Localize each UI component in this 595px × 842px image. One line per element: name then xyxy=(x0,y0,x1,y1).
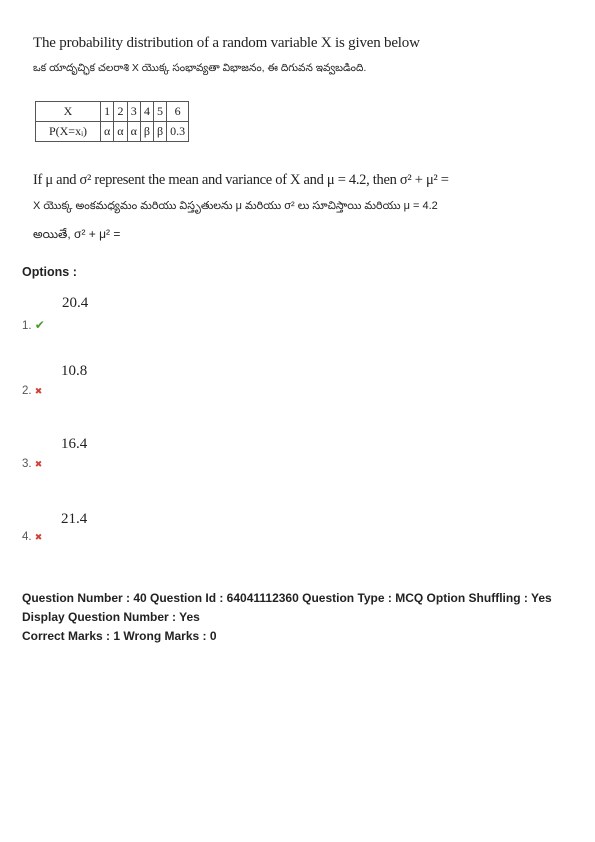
table-cell: α xyxy=(114,122,127,142)
option-number xyxy=(22,458,42,470)
table-cell: 2 xyxy=(114,102,127,122)
question-text-te-2: X యొక్క అంకమధ్యమం మరియు విస్తృతులను μ మరియు σ² లు సూచిస్తాయి మరియు μ = 4.2 xyxy=(33,200,438,212)
table-row xyxy=(36,122,189,142)
table-cell: 0.3 xyxy=(167,122,189,142)
option-number-label: 2. xyxy=(22,385,32,397)
table-cell: β xyxy=(140,122,153,142)
option-number xyxy=(22,385,42,397)
table-cell: 4 xyxy=(140,102,153,122)
question-meta-line: Question Number : 40 Question Id : 64041112360 Question Type : MCQ Option Shuffling : Yes xyxy=(22,591,552,605)
options-label: Options : xyxy=(22,265,77,279)
table-cell: 5 xyxy=(154,102,167,122)
option-number-label: 3. xyxy=(22,458,32,470)
table-cell: X xyxy=(36,102,101,122)
table-cell: α xyxy=(101,122,114,142)
option-value[interactable]: 16.4 xyxy=(61,436,88,452)
marks-info: Correct Marks : 1 Wrong Marks : 0 xyxy=(22,629,217,643)
table-cell: 6 xyxy=(167,102,189,122)
display-question-number: Display Question Number : Yes xyxy=(22,610,200,624)
question-text-te: ఒక యాదృచ్ఛిక చలరాశి X యొక్క సంభావ్యతా విభాజనం, ఈ దిగువన ఇవ్వబడింది. xyxy=(33,62,367,74)
cross-icon: ✖ xyxy=(34,386,43,396)
option-value[interactable]: 21.4 xyxy=(61,511,88,527)
option-number xyxy=(22,318,45,332)
option-number-label: 1. xyxy=(22,320,32,332)
option-number-label: 4. xyxy=(22,531,32,543)
probability-distribution-table xyxy=(35,101,189,142)
table-cell: 3 xyxy=(127,102,140,122)
table-cell: α xyxy=(127,122,140,142)
cross-icon: ✖ xyxy=(34,532,43,542)
question-text-en-2: If μ and σ² represent the mean and variance of X and μ = 4.2, then σ² + μ² = xyxy=(33,172,449,188)
option-value[interactable]: 10.8 xyxy=(61,363,88,379)
question-text-en: The probability distribution of a random variable X is given below xyxy=(33,35,420,51)
table-cell: β xyxy=(154,122,167,142)
option-value[interactable]: 20.4 xyxy=(62,295,89,311)
question-text-te-3: అయితే, σ² + μ² = xyxy=(33,227,121,241)
table-cell: P(X=xᵢ) xyxy=(36,122,101,142)
check-icon: ✔ xyxy=(34,318,45,332)
option-number xyxy=(22,531,42,543)
table-row xyxy=(36,102,189,122)
cross-icon: ✖ xyxy=(34,459,43,469)
table-cell: 1 xyxy=(101,102,114,122)
